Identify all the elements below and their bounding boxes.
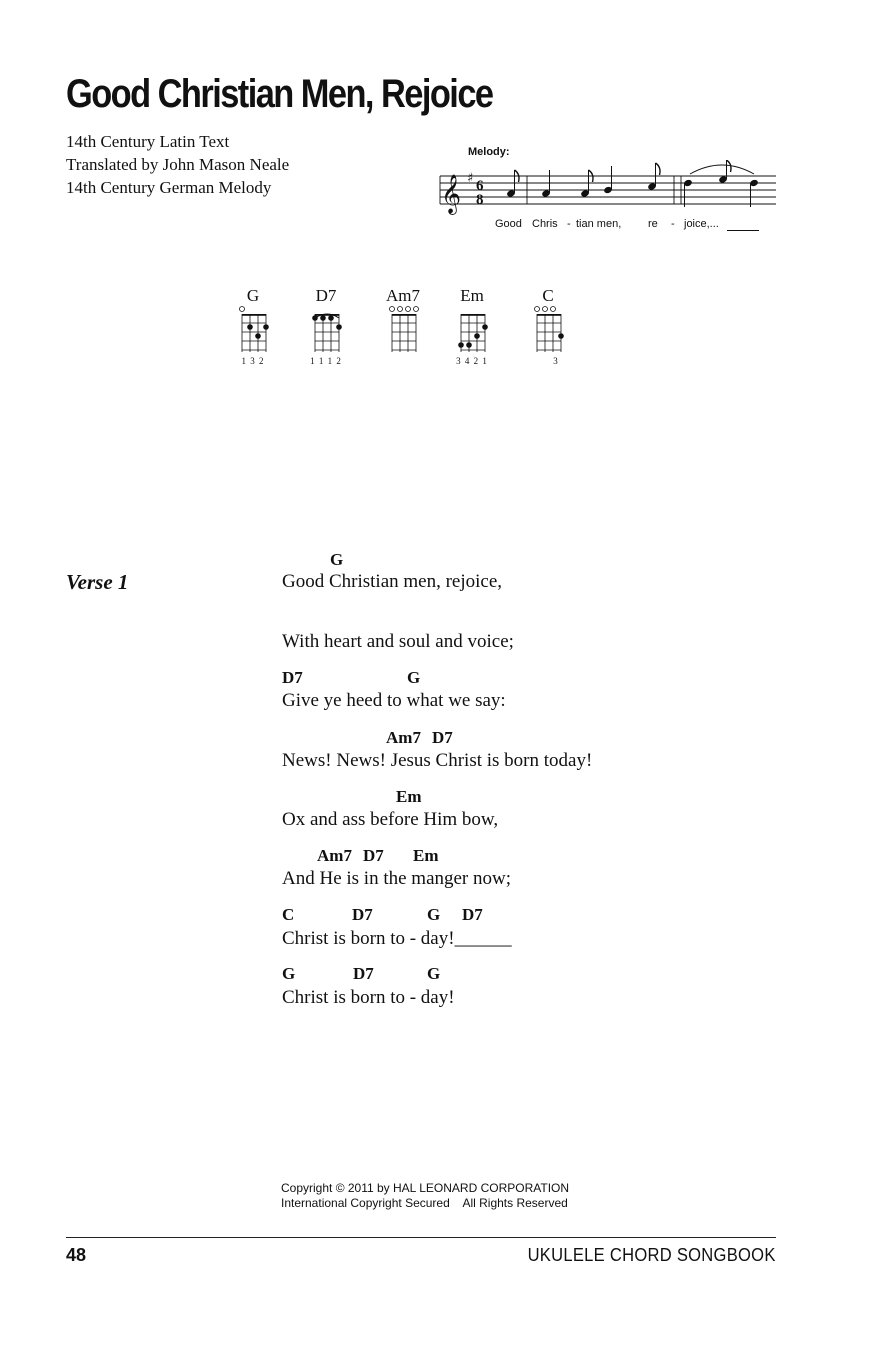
song-credits bbox=[66, 130, 289, 199]
credit-line: 14th Century German Melody bbox=[66, 178, 272, 197]
lyric-line: News! News! Jesus Christ is born today! bbox=[282, 750, 593, 771]
chord-diagram-d7 bbox=[300, 286, 352, 366]
chord-symbol: G bbox=[330, 550, 344, 569]
chord-symbol: C bbox=[282, 905, 295, 924]
svg-text:♯: ♯ bbox=[467, 171, 474, 186]
chord-symbol: D7 bbox=[363, 846, 384, 865]
book-title: UKULELE CHORD SONGBOOK bbox=[527, 1245, 776, 1265]
melody-lyric: re bbox=[648, 218, 658, 230]
fretboard-c-icon bbox=[522, 306, 574, 356]
treble-clef-icon: 𝄞 bbox=[441, 174, 462, 214]
chord-diagram-c bbox=[522, 286, 574, 366]
melody-lyric: Chris bbox=[532, 218, 558, 230]
fretboard-em-icon bbox=[446, 306, 498, 356]
melisma-line bbox=[727, 230, 759, 231]
song-title: Good Christian Men, Rejoice bbox=[66, 72, 493, 116]
lyric-line: With heart and soul and voice; bbox=[282, 631, 514, 652]
melody-lyric: joice,... bbox=[684, 218, 719, 230]
chord-fingering: 1 1 1 2 bbox=[310, 356, 342, 366]
lyric-line: Christ is born to - day!______ bbox=[282, 928, 512, 949]
fretboard-g-icon bbox=[227, 306, 279, 356]
chord-diagram-name: D7 bbox=[315, 286, 337, 305]
chord-symbol: G bbox=[427, 964, 441, 983]
chord-diagram-name: G bbox=[246, 286, 260, 305]
chord-diagram-name: C bbox=[542, 286, 554, 305]
chord-symbol: D7 bbox=[432, 728, 453, 747]
chord-diagram-am7 bbox=[377, 286, 429, 361]
melody-lyric: Good bbox=[495, 218, 522, 230]
melody-lyric: - bbox=[567, 218, 571, 230]
footer-divider bbox=[66, 1237, 776, 1238]
chord-symbol: Em bbox=[396, 787, 422, 806]
svg-text:8: 8 bbox=[476, 192, 484, 208]
fretboard-d7-icon bbox=[300, 306, 352, 356]
lyric-line: Good Christian men, rejoice, bbox=[282, 571, 503, 592]
copyright-notice bbox=[281, 1181, 569, 1211]
chord-fingering: 3 bbox=[553, 356, 559, 366]
chord-diagram-g bbox=[227, 286, 279, 366]
chord-symbol: Am7 bbox=[386, 728, 421, 747]
chord-fingering: 1 3 2 bbox=[241, 356, 265, 366]
chord-symbol: Am7 bbox=[317, 846, 352, 865]
melody-staff bbox=[430, 160, 780, 218]
chord-symbol: D7 bbox=[352, 905, 373, 924]
chord-fingering: 3 4 2 1 bbox=[456, 356, 488, 366]
chord-symbol: D7 bbox=[462, 905, 483, 924]
chord-diagram-name: Am7 bbox=[386, 286, 420, 305]
fretboard-am7-icon bbox=[377, 306, 429, 356]
chord-symbol: D7 bbox=[282, 668, 303, 687]
melody-label: Melody: bbox=[468, 146, 510, 158]
chord-symbol: G bbox=[427, 905, 441, 924]
lyric-line: Christ is born to - day! bbox=[282, 987, 455, 1008]
lyric-line: Give ye heed to what we say: bbox=[282, 690, 506, 711]
chord-symbol: Em bbox=[413, 846, 439, 865]
chord-symbol: D7 bbox=[353, 964, 374, 983]
lyric-line: And He is in the manger now; bbox=[282, 868, 512, 889]
melody-lyric: tian men, bbox=[576, 218, 622, 230]
copyright-line: Copyright © 2011 by HAL LEONARD CORPORATION bbox=[281, 1181, 570, 1195]
lyric-line: Ox and ass before Him bow, bbox=[282, 809, 499, 830]
chord-diagram-name: Em bbox=[460, 286, 484, 305]
credit-line: Translated by John Mason Neale bbox=[66, 155, 290, 174]
page-number: 48 bbox=[66, 1245, 87, 1265]
svg-text:6: 6 bbox=[476, 178, 484, 194]
chord-symbol: G bbox=[282, 964, 296, 983]
credit-line: 14th Century Latin Text bbox=[66, 132, 230, 151]
chord-diagram-em bbox=[446, 286, 498, 366]
melody-lyric: - bbox=[671, 218, 675, 230]
verse-label: Verse 1 bbox=[66, 570, 129, 594]
copyright-line: International Copyright Secured All Rights Reserved bbox=[281, 1196, 568, 1210]
chord-symbol: G bbox=[407, 668, 421, 687]
